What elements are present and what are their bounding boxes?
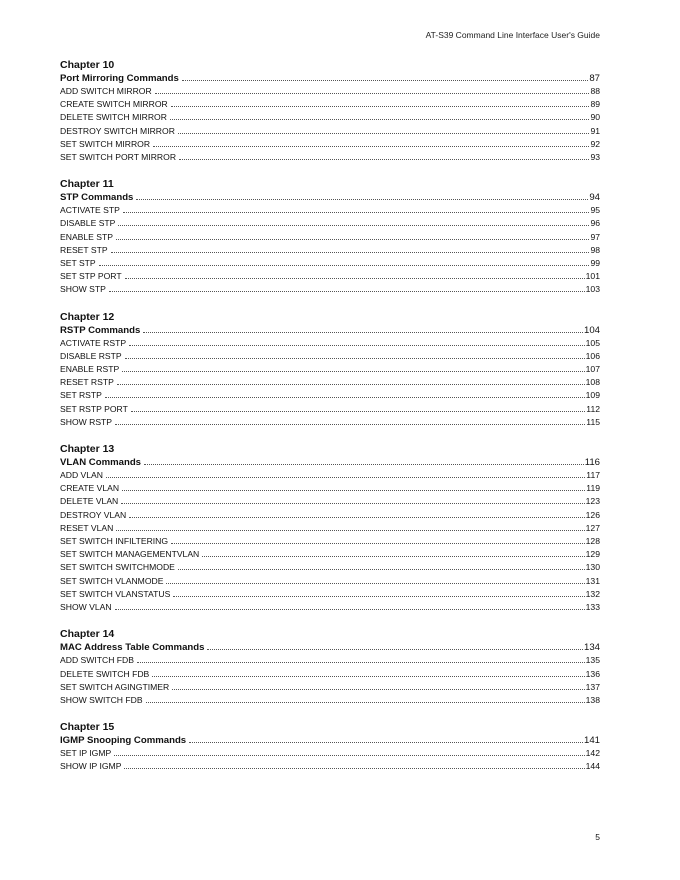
chapter-label: Chapter 14	[60, 628, 115, 641]
dot-leader	[131, 411, 585, 412]
chapter-label: Chapter 15	[60, 721, 115, 734]
toc-entry-title: STP Commands	[60, 192, 134, 204]
toc-entry-page: 96	[590, 218, 600, 229]
toc-entry-title: SET RSTP PORT	[60, 403, 128, 414]
toc-entry[interactable]	[60, 204, 600, 217]
dot-leader	[124, 768, 584, 769]
dot-leader	[171, 106, 590, 107]
chapter-label: Chapter 13	[60, 443, 115, 456]
dot-leader	[136, 199, 588, 200]
toc-entry[interactable]	[60, 482, 600, 495]
dot-leader	[114, 755, 584, 756]
toc-entry[interactable]	[60, 363, 600, 376]
dot-leader	[115, 424, 585, 425]
toc-entry[interactable]	[60, 125, 600, 138]
dot-leader	[105, 397, 585, 398]
toc-entry-page: 132	[585, 588, 600, 599]
toc-entry-title: SET SWITCH VLANMODE	[60, 575, 164, 586]
toc-chapter-title[interactable]	[60, 73, 600, 85]
dot-leader	[155, 93, 590, 94]
toc-entry-title: ACTIVATE STP	[60, 205, 120, 216]
toc-entry-page: 134	[583, 642, 600, 654]
toc-entry-title: SET SWITCH MANAGEMENTVLAN	[60, 549, 200, 560]
toc-entry-title: DISABLE STP	[60, 218, 116, 229]
dot-leader	[178, 569, 585, 570]
toc-entry-page: 115	[586, 416, 600, 427]
toc-entry-page: 117	[586, 470, 600, 481]
toc-entry[interactable]	[60, 98, 600, 111]
toc-entry-title: SHOW IP IGMP	[60, 761, 122, 772]
toc-entry-title: RESET STP	[60, 244, 108, 255]
toc-entry[interactable]	[60, 270, 600, 283]
toc-entry[interactable]	[60, 416, 600, 429]
toc-entry-title: DESTROY VLAN	[60, 509, 127, 520]
dot-leader	[166, 583, 584, 584]
toc-entry[interactable]	[60, 747, 600, 760]
toc-entry-title: DELETE VLAN	[60, 496, 119, 507]
toc-entry[interactable]	[60, 231, 600, 244]
toc-chapter-title[interactable]	[60, 457, 600, 469]
toc-entry-page: 123	[585, 496, 600, 507]
dot-leader	[189, 742, 583, 743]
dot-leader	[171, 543, 585, 544]
toc-entry-page: 98	[590, 244, 600, 255]
toc-entry[interactable]	[60, 244, 600, 257]
toc-entry-title: ADD SWITCH FDB	[60, 655, 134, 666]
dot-leader	[99, 265, 590, 266]
toc-entry-page: 103	[585, 284, 600, 295]
toc-entry-page: 116	[584, 457, 600, 469]
toc-entry-page: 95	[590, 205, 600, 216]
dot-leader	[144, 464, 584, 465]
toc-entry-title: SET RSTP	[60, 390, 102, 401]
toc-entry[interactable]	[60, 337, 600, 350]
toc-entry-page: 97	[590, 231, 600, 242]
table-of-contents	[60, 58, 600, 787]
toc-entry-title: SET SWITCH INFILTERING	[60, 536, 169, 547]
toc-entry-page: 119	[586, 483, 600, 494]
chapter-label: Chapter 10	[60, 59, 115, 71]
toc-entry-page: 89	[590, 99, 600, 110]
toc-entry[interactable]	[60, 469, 600, 482]
toc-chapter-title[interactable]	[60, 192, 600, 204]
dot-leader	[122, 490, 585, 491]
dot-leader	[111, 252, 590, 253]
toc-entry-page: 131	[585, 575, 600, 586]
toc-entry-page: 108	[585, 377, 600, 388]
toc-entry-page: 112	[586, 403, 600, 414]
toc-entry-title: CREATE VLAN	[60, 483, 120, 494]
dot-leader	[137, 662, 585, 663]
dot-leader	[153, 146, 589, 147]
page-number: 5	[595, 832, 600, 842]
toc-entry-page: 90	[590, 112, 600, 123]
toc-entry-page: 137	[585, 681, 600, 692]
toc-entry[interactable]	[60, 548, 600, 561]
dot-leader	[143, 332, 583, 333]
toc-entry[interactable]	[60, 561, 600, 574]
dot-leader	[116, 530, 584, 531]
dot-leader	[116, 239, 589, 240]
toc-entry-title: RESET VLAN	[60, 522, 114, 533]
toc-entry-title: ADD VLAN	[60, 470, 103, 481]
toc-entry-page: 93	[590, 152, 600, 163]
chapter-section	[60, 627, 600, 707]
chapter-label: Chapter 12	[60, 310, 115, 323]
toc-entry-title: CREATE SWITCH MIRROR	[60, 99, 168, 110]
dot-leader	[122, 371, 584, 372]
toc-entry-page: 99	[590, 258, 600, 269]
toc-entry-title: MAC Address Table Commands	[60, 642, 205, 654]
dot-leader	[173, 596, 584, 597]
toc-entry-page: 138	[585, 694, 600, 705]
toc-entry-page: 105	[585, 337, 600, 348]
toc-entry-page: 128	[585, 536, 600, 547]
toc-entry[interactable]	[60, 601, 600, 614]
dot-leader	[115, 609, 585, 610]
chapter-section	[60, 58, 600, 164]
toc-entry-title: SET SWITCH PORT MIRROR	[60, 152, 177, 163]
toc-entry[interactable]	[60, 85, 600, 98]
dot-leader	[125, 358, 585, 359]
toc-entry-page: 142	[585, 748, 600, 759]
chapter-section	[60, 177, 600, 296]
toc-entry[interactable]	[60, 681, 600, 694]
dot-leader	[178, 133, 590, 134]
toc-entry[interactable]	[60, 217, 600, 230]
dot-leader	[146, 702, 585, 703]
chapter-section	[60, 442, 600, 614]
toc-entry-page: 104	[583, 324, 600, 336]
toc-entry-page: 91	[590, 125, 600, 136]
toc-entry[interactable]	[60, 588, 600, 601]
dot-leader	[172, 689, 584, 690]
toc-entry-title: SET STP	[60, 258, 96, 269]
toc-entry[interactable]	[60, 257, 600, 270]
toc-entry-page: 133	[585, 602, 600, 613]
toc-entry[interactable]	[60, 535, 600, 548]
toc-entry[interactable]	[60, 575, 600, 588]
toc-entry[interactable]	[60, 654, 600, 667]
toc-entry-page: 127	[585, 522, 600, 533]
toc-entry[interactable]	[60, 138, 600, 151]
chapter-section	[60, 310, 600, 429]
toc-entry-title: VLAN Commands	[60, 457, 142, 469]
toc-entry[interactable]	[60, 403, 600, 416]
dot-leader	[182, 80, 588, 81]
toc-entry-title: SET SWITCH MIRROR	[60, 138, 151, 149]
dot-leader	[129, 517, 584, 518]
toc-entry[interactable]	[60, 151, 600, 164]
toc-entry[interactable]	[60, 111, 600, 124]
toc-entry-title: DELETE SWITCH FDB	[60, 668, 150, 679]
toc-entry-title: IGMP Snooping Commands	[60, 735, 187, 747]
toc-entry-title: SHOW VLAN	[60, 602, 112, 613]
toc-entry-page: 135	[585, 655, 600, 666]
toc-chapter-title[interactable]	[60, 642, 600, 654]
dot-leader	[106, 477, 585, 478]
toc-entry[interactable]	[60, 376, 600, 389]
toc-entry-title: ACTIVATE RSTP	[60, 337, 127, 348]
toc-entry-title: SET SWITCH SWITCHMODE	[60, 562, 175, 573]
toc-entry[interactable]	[60, 509, 600, 522]
toc-entry-title: SET IP IGMP	[60, 748, 112, 759]
toc-entry-title: DESTROY SWITCH MIRROR	[60, 125, 175, 136]
toc-entry-page: 130	[585, 562, 600, 573]
toc-entry-title: SHOW RSTP	[60, 416, 113, 427]
toc-entry-page: 141	[583, 735, 600, 747]
running-header: AT-S39 Command Line Interface User's Guide	[425, 30, 600, 40]
toc-entry-title: DISABLE RSTP	[60, 350, 122, 361]
dot-leader	[207, 649, 583, 650]
toc-entry[interactable]	[60, 495, 600, 508]
dot-leader	[179, 159, 589, 160]
toc-entry-page: 109	[585, 390, 600, 401]
toc-entry-title: RESET RSTP	[60, 377, 114, 388]
toc-entry[interactable]	[60, 668, 600, 681]
dot-leader	[118, 225, 589, 226]
toc-entry-page: 88	[590, 86, 600, 96]
toc-entry-title: ENABLE STP	[60, 231, 114, 242]
dot-leader	[152, 676, 584, 677]
toc-entry[interactable]	[60, 350, 600, 363]
chapter-section	[60, 720, 600, 773]
dot-leader	[117, 384, 585, 385]
toc-entry-page: 129	[585, 549, 600, 560]
toc-entry[interactable]	[60, 760, 600, 773]
toc-entry-page: 101	[585, 271, 600, 282]
toc-entry-title: SET SWITCH VLANSTATUS	[60, 588, 171, 599]
toc-entry-title: SET SWITCH AGINGTIMER	[60, 681, 170, 692]
toc-entry-page: 106	[585, 350, 600, 361]
toc-entry-title: ENABLE RSTP	[60, 364, 120, 375]
dot-leader	[123, 212, 590, 213]
toc-entry[interactable]	[60, 694, 600, 707]
toc-entry-title: RSTP Commands	[60, 324, 141, 336]
toc-entry-page: 144	[585, 761, 600, 772]
toc-entry-page: 126	[585, 509, 600, 520]
dot-leader	[125, 278, 585, 279]
toc-chapter-title[interactable]	[60, 325, 600, 337]
toc-chapter-title[interactable]	[60, 735, 600, 747]
toc-entry[interactable]	[60, 283, 600, 296]
dot-leader	[202, 556, 584, 557]
toc-entry[interactable]	[60, 522, 600, 535]
toc-entry-page: 87	[589, 73, 600, 84]
toc-entry-title: SET STP PORT	[60, 271, 122, 282]
dot-leader	[121, 503, 584, 504]
toc-entry-page: 107	[585, 364, 600, 375]
toc-entry[interactable]	[60, 389, 600, 402]
toc-entry-page: 136	[585, 668, 600, 679]
toc-entry-page: 94	[589, 192, 600, 204]
toc-entry-title: Port Mirroring Commands	[60, 73, 179, 84]
toc-entry-title: SHOW STP	[60, 284, 106, 295]
dot-leader	[129, 345, 585, 346]
toc-entry-page: 92	[590, 138, 600, 149]
toc-entry-title: ADD SWITCH MIRROR	[60, 86, 152, 96]
dot-leader	[170, 119, 589, 120]
toc-entry-title: SHOW SWITCH FDB	[60, 694, 143, 705]
chapter-label: Chapter 11	[60, 178, 114, 191]
toc-entry-title: DELETE SWITCH MIRROR	[60, 112, 167, 123]
dot-leader	[109, 291, 585, 292]
